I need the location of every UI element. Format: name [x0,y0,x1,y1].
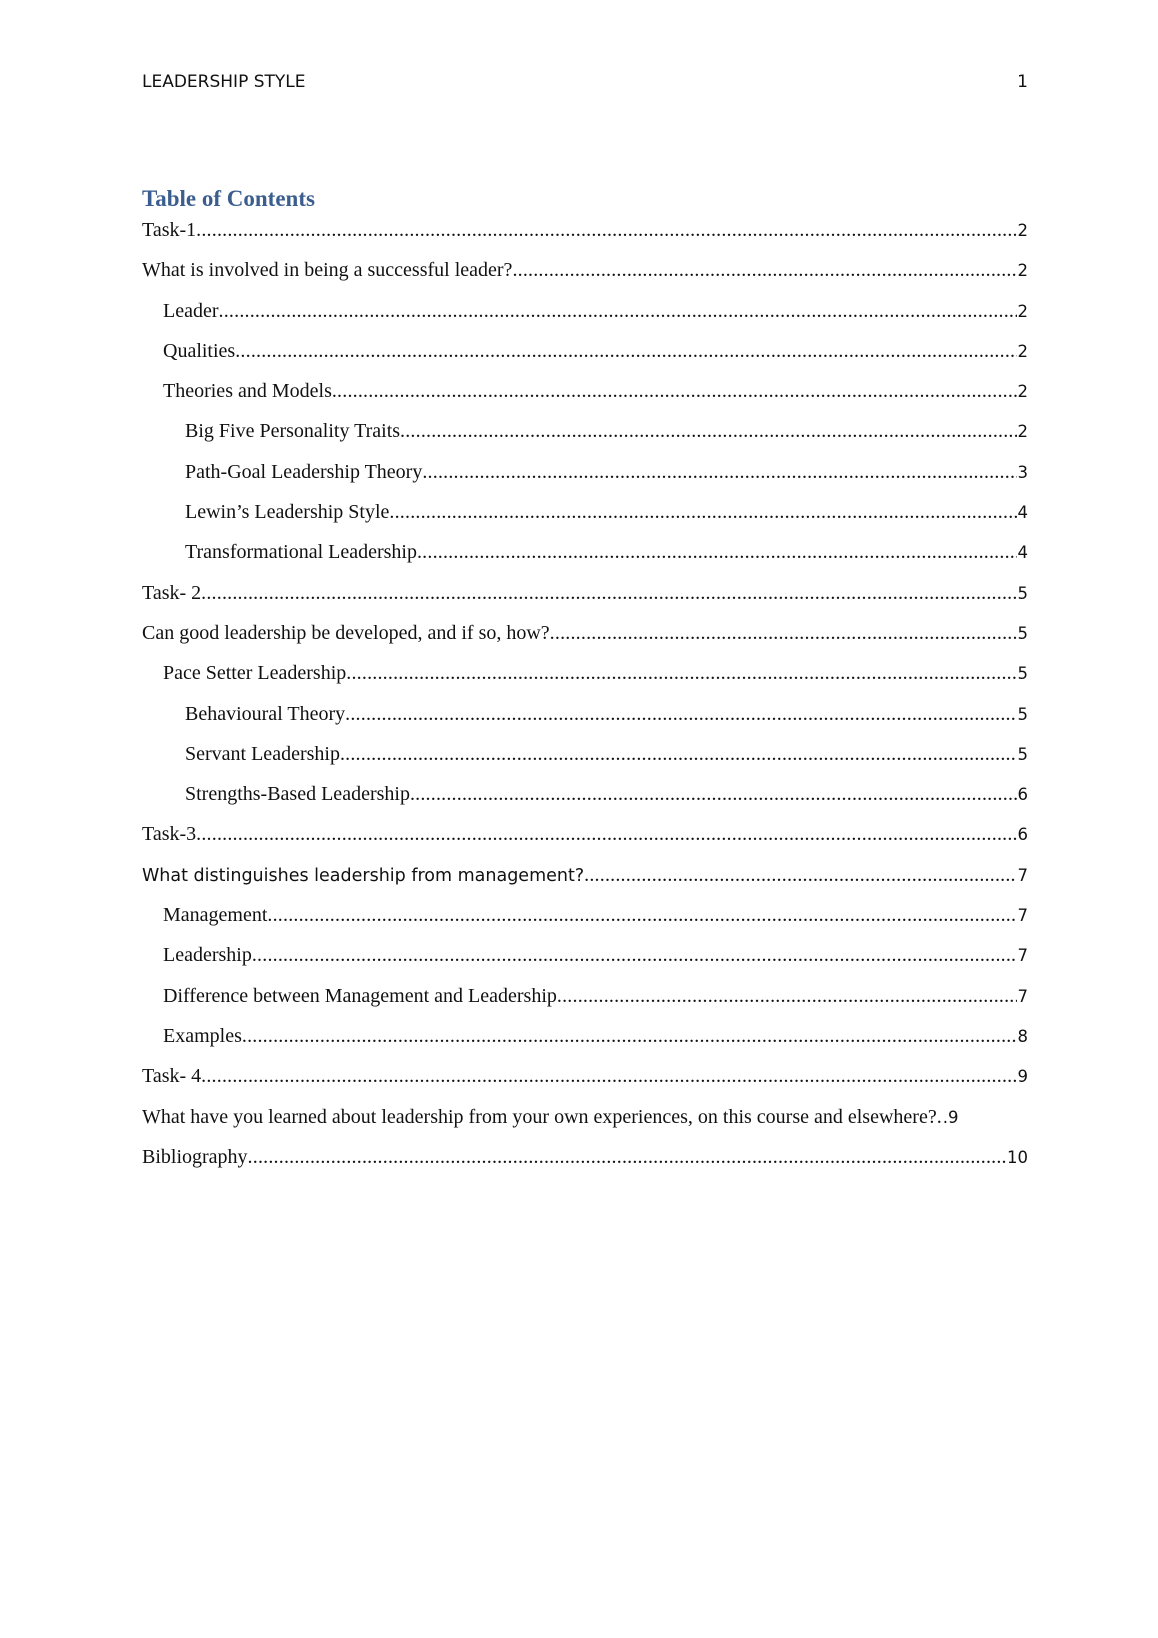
toc-entry-task-4[interactable] [142,1065,1028,1105]
toc-entry-text: Task- 2 [142,581,202,604]
toc-entry-page: 2 [1017,301,1028,321]
toc-entry-page: 7 [1017,946,1028,966]
toc-entry-text: Examples [163,1024,242,1047]
toc-entry-text: Theories and Models [163,380,332,403]
toc-entry-page: 5 [1017,583,1028,603]
toc-entry-difference[interactable] [142,985,1028,1025]
toc-entry-text: Servant Leadership [185,742,340,765]
toc-entry-page: 4 [1017,503,1028,523]
toc-entry-page: 7 [1017,865,1028,885]
toc-entry-leader[interactable] [142,300,1028,340]
dot-leader [417,541,1017,564]
toc-entry-leadership-vs-management[interactable] [142,864,1028,904]
toc-entry-big-five[interactable] [142,420,1028,460]
running-title: LEADERSHIP STYLE [142,72,306,92]
dot-leader [248,1146,1006,1169]
dot-leader [410,783,1017,806]
toc-entry-text: What distinguishes leadership from management? [142,865,585,886]
dot-leader [340,743,1017,766]
toc-entry-text: Strengths-Based Leadership [185,783,410,806]
toc-entry-page: 2 [1017,422,1028,442]
toc-entry-page: 8 [1017,1026,1028,1046]
toc-entry-pace-setter[interactable] [142,662,1028,702]
toc-entry-page: 5 [1017,744,1028,764]
toc-entry-servant[interactable] [142,743,1028,783]
toc-entry-learned[interactable] [142,1106,1028,1146]
table-of-contents [142,219,1028,1186]
toc-entry-text: Leader [163,299,219,322]
toc-entry-leadership[interactable] [142,944,1028,984]
toc-entry-text: What is involved in being a successful leader? [142,259,513,282]
toc-entry-text: Task-1 [142,219,197,241]
dot-leader [235,340,1016,363]
toc-entry-page: 3 [1017,462,1028,482]
dot-leader [332,380,1017,403]
toc-entry-text: Qualities [163,339,236,362]
toc-entry-path-goal[interactable] [142,461,1028,501]
dot-leader [346,662,1016,685]
toc-entry-text: Behavioural Theory [185,702,346,725]
toc-entry-page: 10 [1007,1147,1028,1167]
toc-entry-text: Can good leadership be developed, and if so, how? [142,621,550,644]
toc-entry-text: Pace Setter Leadership [163,662,347,685]
dot-leader [584,864,1016,887]
toc-entry-text: What have you learned about leadership from your own experiences, on this course and elsewhere?. [142,1105,942,1128]
toc-entry-page: 5 [1017,704,1028,724]
dot-leader [201,1065,1016,1088]
dot-leader [267,904,1016,927]
dot-leader [389,501,1016,524]
toc-entry-page: 7 [1017,986,1028,1006]
toc-entry-strengths-based[interactable] [142,783,1028,823]
toc-entry-management[interactable] [142,904,1028,944]
toc-entry-text: Task- 4 [142,1065,202,1088]
toc-entry-page: 6 [1017,785,1028,805]
dot-leader [550,622,1017,645]
toc-entry-text: Path-Goal Leadership Theory [185,460,423,483]
toc-entry-theories-and-models[interactable] [142,380,1028,420]
toc-entry-bibliography[interactable] [142,1146,1028,1186]
toc-entry-text: Transformational Leadership [185,541,417,564]
toc-entry-page: 7 [1017,906,1028,926]
dot-leader [196,219,1016,242]
toc-entry-behavioural[interactable] [142,703,1028,743]
dot-leader [201,582,1016,605]
running-header [142,72,1028,96]
toc-entry-text: Difference between Management and Leadership [163,984,557,1007]
toc-entry-lewins-style[interactable] [142,501,1028,541]
toc-entry-text: Lewin’s Leadership Style [185,501,390,524]
toc-entry-text: Bibliography [142,1145,248,1168]
toc-entry-successful-leader[interactable] [142,259,1028,299]
toc-entry-task-2[interactable] [142,582,1028,622]
dot-leader [422,461,1016,484]
toc-entry-page: 4 [1017,543,1028,563]
toc-entry-page: 2 [1017,382,1028,402]
toc-entry-page: 2 [1017,341,1028,361]
toc-entry-page: 2 [1017,221,1028,240]
toc-entry-page: 2 [1017,261,1028,281]
dot-leader [345,703,1016,726]
toc-entry-task-1[interactable] [142,219,1028,259]
dot-leader [400,420,1016,443]
toc-entry-task-3[interactable] [142,823,1028,863]
dot-leader [557,985,1017,1008]
toc-entry-text: Leadership [163,944,252,967]
dot-leader [219,300,1017,323]
dot-leader [242,1025,1017,1048]
toc-entry-examples[interactable] [142,1025,1028,1065]
dot-leader [512,259,1016,282]
dot-leader [252,944,1017,967]
toc-title: Table of Contents [142,186,315,211]
toc-entry-page: .9 [942,1107,959,1127]
toc-entry-page: 5 [1017,664,1028,684]
toc-entry-text: Management [163,904,268,927]
toc-entry-developed[interactable] [142,622,1028,662]
toc-entry-text: Big Five Personality Traits [185,420,401,443]
toc-entry-page: 9 [1017,1067,1028,1087]
toc-entry-page: 6 [1017,825,1028,845]
toc-entry-qualities[interactable] [142,340,1028,380]
page-number: 1 [1017,72,1028,92]
toc-entry-transformational[interactable] [142,541,1028,581]
toc-entry-page: 5 [1017,623,1028,643]
toc-entry-text: Task-3 [142,823,197,846]
dot-leader [196,823,1016,846]
